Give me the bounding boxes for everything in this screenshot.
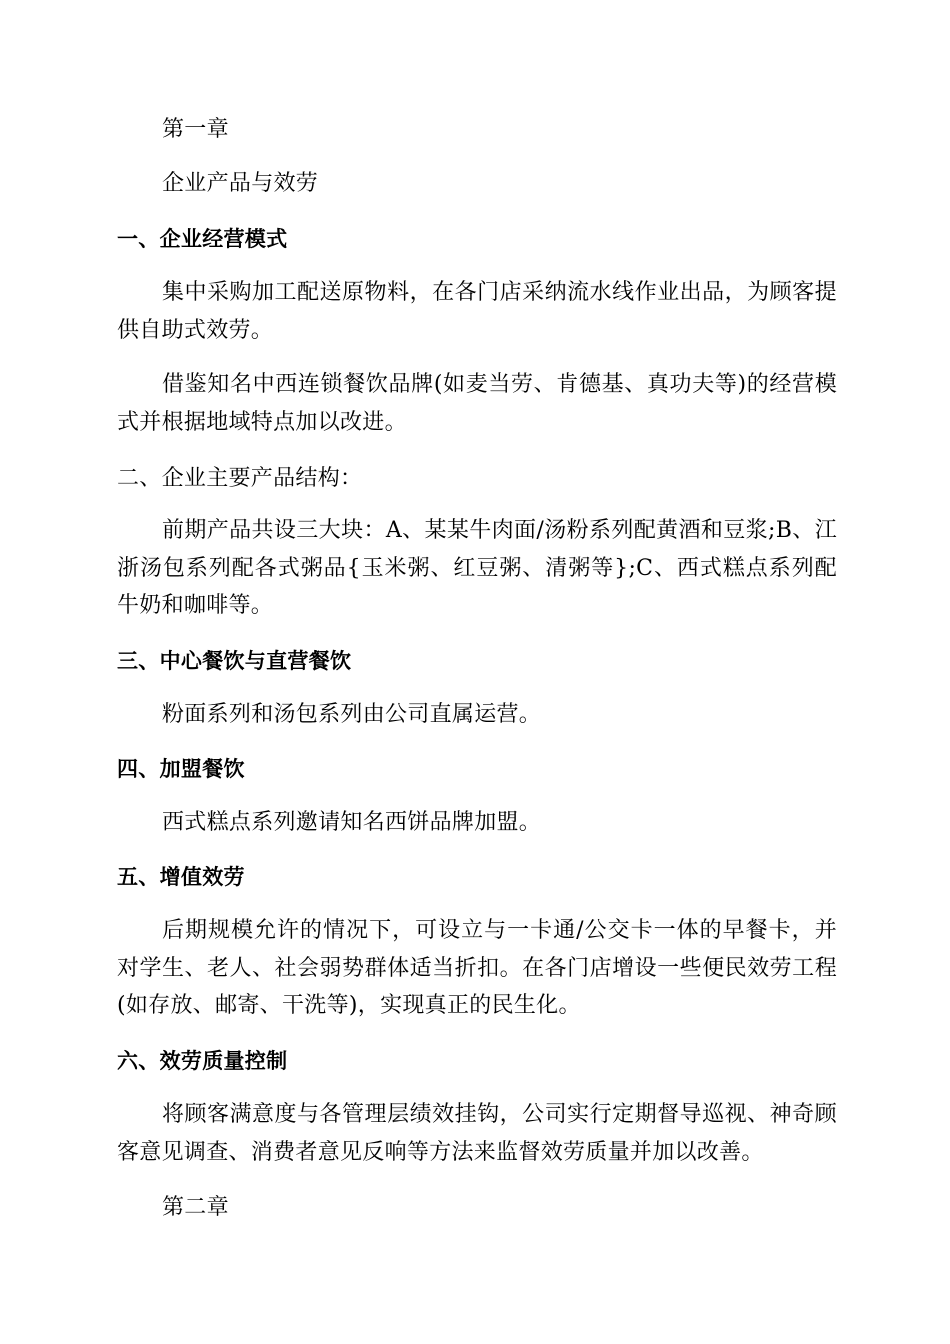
- chapter-1-number: 第一章: [162, 117, 229, 142]
- section-6-heading: 六、效劳质量控制: [117, 1049, 288, 1073]
- chapter-1-title: 企业产品与效劳: [162, 171, 319, 196]
- section-2-paragraph-1: 前期产品共设三大块：A、某某牛肉面/汤粉系列配黄酒和豆浆;B、江浙汤包系列配各式粥品{玉米粥、红豆粥、清粥等};C、西式糕点系列配牛奶和咖啡等。: [117, 518, 837, 618]
- section-5-paragraph-1: 后期规模允许的情况下，可设立与一卡通/公交卡一体的早餐卡，并对学生、老人、社会弱势群体适当折扣。在各门店增设一些便民效劳工程(如存放、邮寄、干洗等)，实现真正的民生化。: [117, 918, 837, 1018]
- section-4-heading: 四、加盟餐饮: [117, 757, 245, 781]
- section-1-paragraph-2: 借鉴知名中西连锁餐饮品牌(如麦当劳、肯德基、真功夫等)的经营模式并根据地域特点加以改进。: [117, 372, 837, 435]
- section-5-heading: 五、增值效劳: [117, 865, 245, 889]
- chapter-2-number: 第二章: [162, 1195, 229, 1220]
- section-3-heading: 三、中心餐饮与直营餐饮: [117, 649, 352, 673]
- section-4-paragraph-1: 西式糕点系列邀请知名西饼品牌加盟。: [162, 810, 542, 835]
- section-6-paragraph-1: 将顾客满意度与各管理层绩效挂钩，公司实行定期督导巡视、神奇顾客意见调查、消费者意见反响等方法来监督效劳质量并加以改善。: [117, 1102, 837, 1165]
- section-1-heading: 一、企业经营模式: [117, 227, 288, 251]
- section-1-paragraph-1: 集中采购加工配送原物料，在各门店采纳流水线作业出品，为顾客提供自助式效劳。: [117, 280, 837, 343]
- section-3-paragraph-1: 粉面系列和汤包系列由公司直属运营。: [162, 702, 542, 727]
- section-2-heading: 二、企业主要产品结构：: [117, 466, 363, 491]
